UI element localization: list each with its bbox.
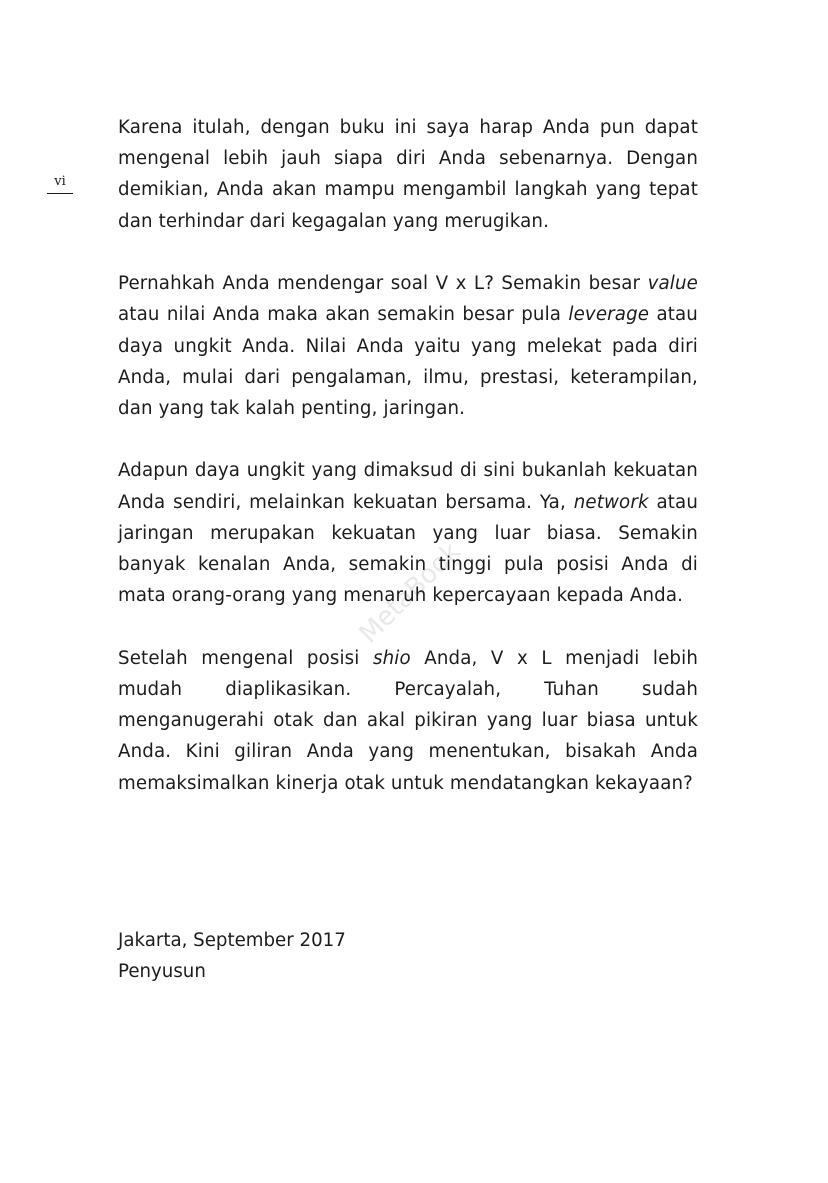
paragraph-2-text-c: atau daya ungkit Anda. Nilai Anda yaitu yang melekat pada diri Anda, mulai dari pengalaman, ilmu, prestasi, keterampilan, dan yang tak kalah penting, jaringan. [118,304,698,419]
paragraph-3 [118,455,698,611]
paragraph-4 [118,643,698,799]
body-text [118,112,698,830]
paragraph-1-text: Karena itulah, dengan buku ini saya harap Anda pun dapat mengenal lebih jauh siapa diri Anda sebenarnya. Dengan demikian, Anda akan mampu mengambil langkah yang tepat dan terhindar dari kegagalan yang merugikan. [118,117,698,232]
paragraph-2-text-a: Pernahkah Anda mendengar soal V x L? Semakin besar [118,273,648,295]
page-number-rule [47,193,73,194]
paragraph-2-text-b: atau nilai Anda maka akan semakin besar pula [118,304,569,326]
term-value: value [647,273,698,295]
term-network: network [573,491,649,513]
paragraph-3-text-b: atau jaringan merupakan kekuatan yang luar biasa. Semakin banyak kenalan Anda, semakin tinggi pula posisi Anda di mata orang-orang yang menaruh kepercayaan kepada Anda. [118,491,698,607]
term-leverage: leverage [568,304,650,326]
paragraph-1 [118,112,698,237]
term-shio: shio [372,647,411,669]
paragraph-4-text-a: Setelah mengenal posisi [118,647,373,669]
paragraph-3-text-a: Adapun daya ungkit yang dimaksud di sini bukanlah kekuatan Anda sendiri, melainkan kekuatan bersama. Ya, [118,460,698,513]
page-number: vi [54,174,66,189]
signoff [118,925,698,987]
paragraph-4-text-b: Anda, V x L menjadi lebih mudah diaplikasikan. Percayalah, Tuhan sudah menganugerahi otak dan akal pikiran yang luar biasa untuk Anda. Kini giliran Anda yang menentukan, bisakah Anda memaksimalkan kinerja otak untuk mendatangkan kekayaan? [118,647,698,794]
signoff-signature: Penyusun [118,961,206,983]
paragraph-2 [118,268,698,424]
signoff-place-date: Jakarta, September 2017 [118,930,346,951]
watermark: MetaBook [353,536,467,650]
